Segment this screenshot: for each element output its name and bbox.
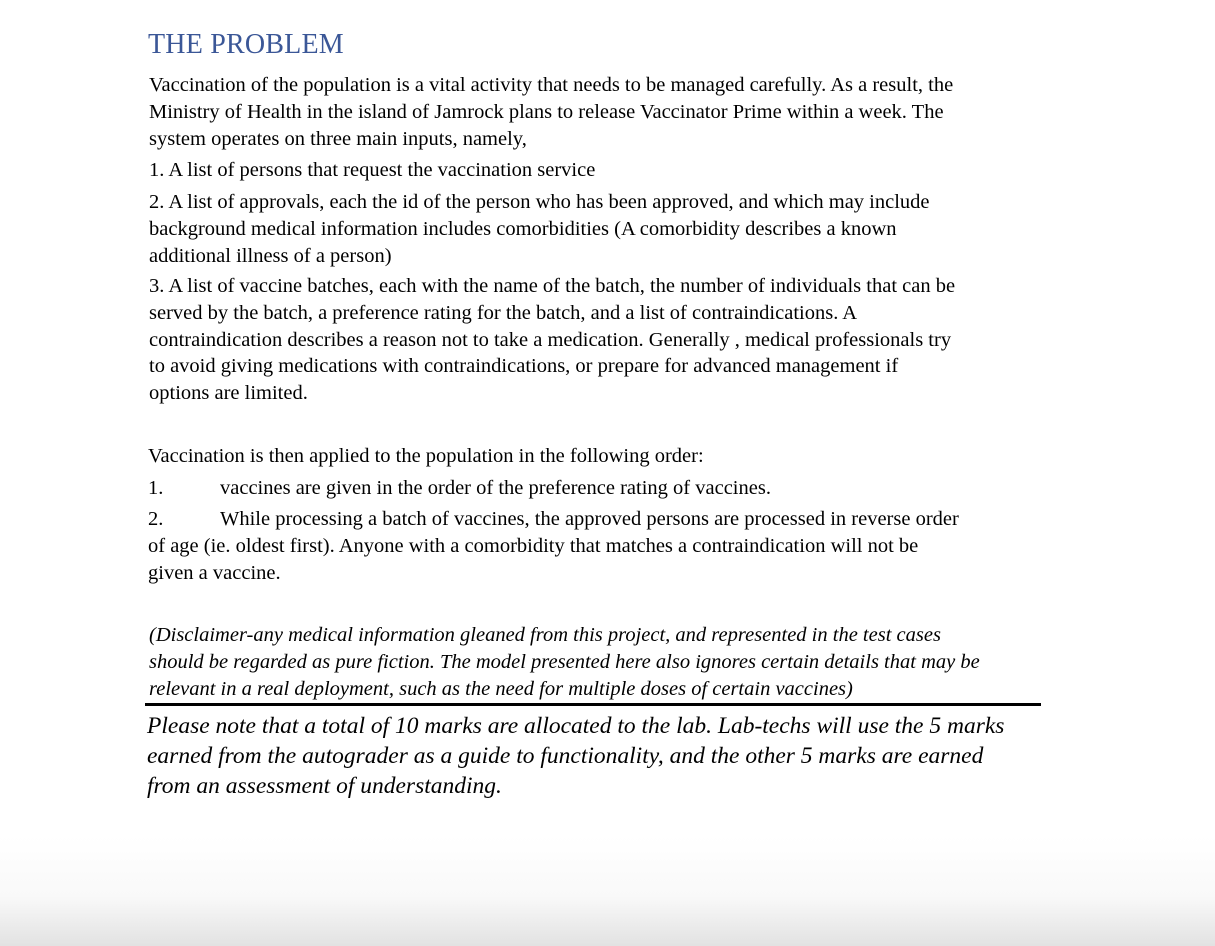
input-line: 1. A list of persons that request the vaccination service (149, 159, 596, 181)
order-step-line (148, 475, 771, 502)
input-line: 2. A list of approvals, each the id of the person who has been approved, and which may include (149, 191, 930, 213)
input-line: to avoid giving medications with contraindications, or prepare for advanced management if (149, 355, 899, 378)
input-item-3 (149, 273, 955, 407)
order-step-2 (148, 506, 959, 586)
step-text: While processing a batch of vaccines, the approved persons are processed in reverse order (220, 508, 959, 530)
intro-paragraph (149, 72, 953, 152)
order-step-line: given a vaccine. (148, 561, 281, 584)
order-intro (148, 443, 704, 470)
input-line: background medical information includes comorbidities (A comorbidity describes a known (149, 217, 897, 240)
input-line: contraindication describes a reason not to take a medication. Generally , medical professionals try (149, 328, 952, 351)
order-intro-text: Vaccination is then applied to the population in the following order: (148, 445, 704, 467)
order-step-1 (148, 475, 771, 502)
step-number: 1. (148, 477, 164, 499)
order-step-line (148, 506, 959, 533)
intro-line: Ministry of Health in the island of Jamrock plans to release Vaccinator Prime within a week. The (149, 100, 944, 123)
marks-note-line: from an assessment of understanding. (147, 773, 502, 799)
order-step-line: of age (ie. oldest first). Anyone with a comorbidity that matches a contraindication will not be (148, 534, 919, 557)
step-number: 2. (148, 508, 164, 530)
horizontal-rule (145, 703, 1041, 706)
input-item-1 (149, 157, 595, 184)
intro-line: Vaccination of the population is a vital activity that needs to be managed carefully. As a result, the (149, 74, 954, 96)
disclaimer-line: relevant in a real deployment, such as the need for multiple doses of certain vaccines) (149, 677, 853, 700)
input-line: 3. A list of vaccine batches, each with the name of the batch, the number of individuals that can be (149, 275, 956, 297)
input-line: options are limited. (149, 382, 308, 405)
section-heading: THE PROBLEM (148, 29, 344, 60)
bottom-fade-shadow (0, 836, 1215, 946)
disclaimer-paragraph (149, 622, 980, 702)
marks-note-line: Please note that a total of 10 marks are allocated to the lab. Lab-techs will use the 5 marks (147, 713, 1005, 739)
marks-note-paragraph (147, 711, 1004, 801)
disclaimer-line: (Disclaimer-any medical information gleaned from this project, and represented in the test cases (149, 624, 941, 646)
input-item-2 (149, 189, 930, 269)
disclaimer-line: should be regarded as pure fiction. The model presented here also ignores certain details that may be (149, 650, 980, 673)
intro-line: system operates on three main inputs, namely, (149, 127, 527, 150)
input-line: served by the batch, a preference rating for the batch, and a list of contraindications. A (149, 301, 858, 324)
step-text: vaccines are given in the order of the preference rating of vaccines. (220, 477, 771, 499)
input-line: additional illness of a person) (149, 244, 392, 267)
marks-note-line: earned from the autograder as a guide to functionality, and the other 5 marks are earned (147, 743, 984, 769)
